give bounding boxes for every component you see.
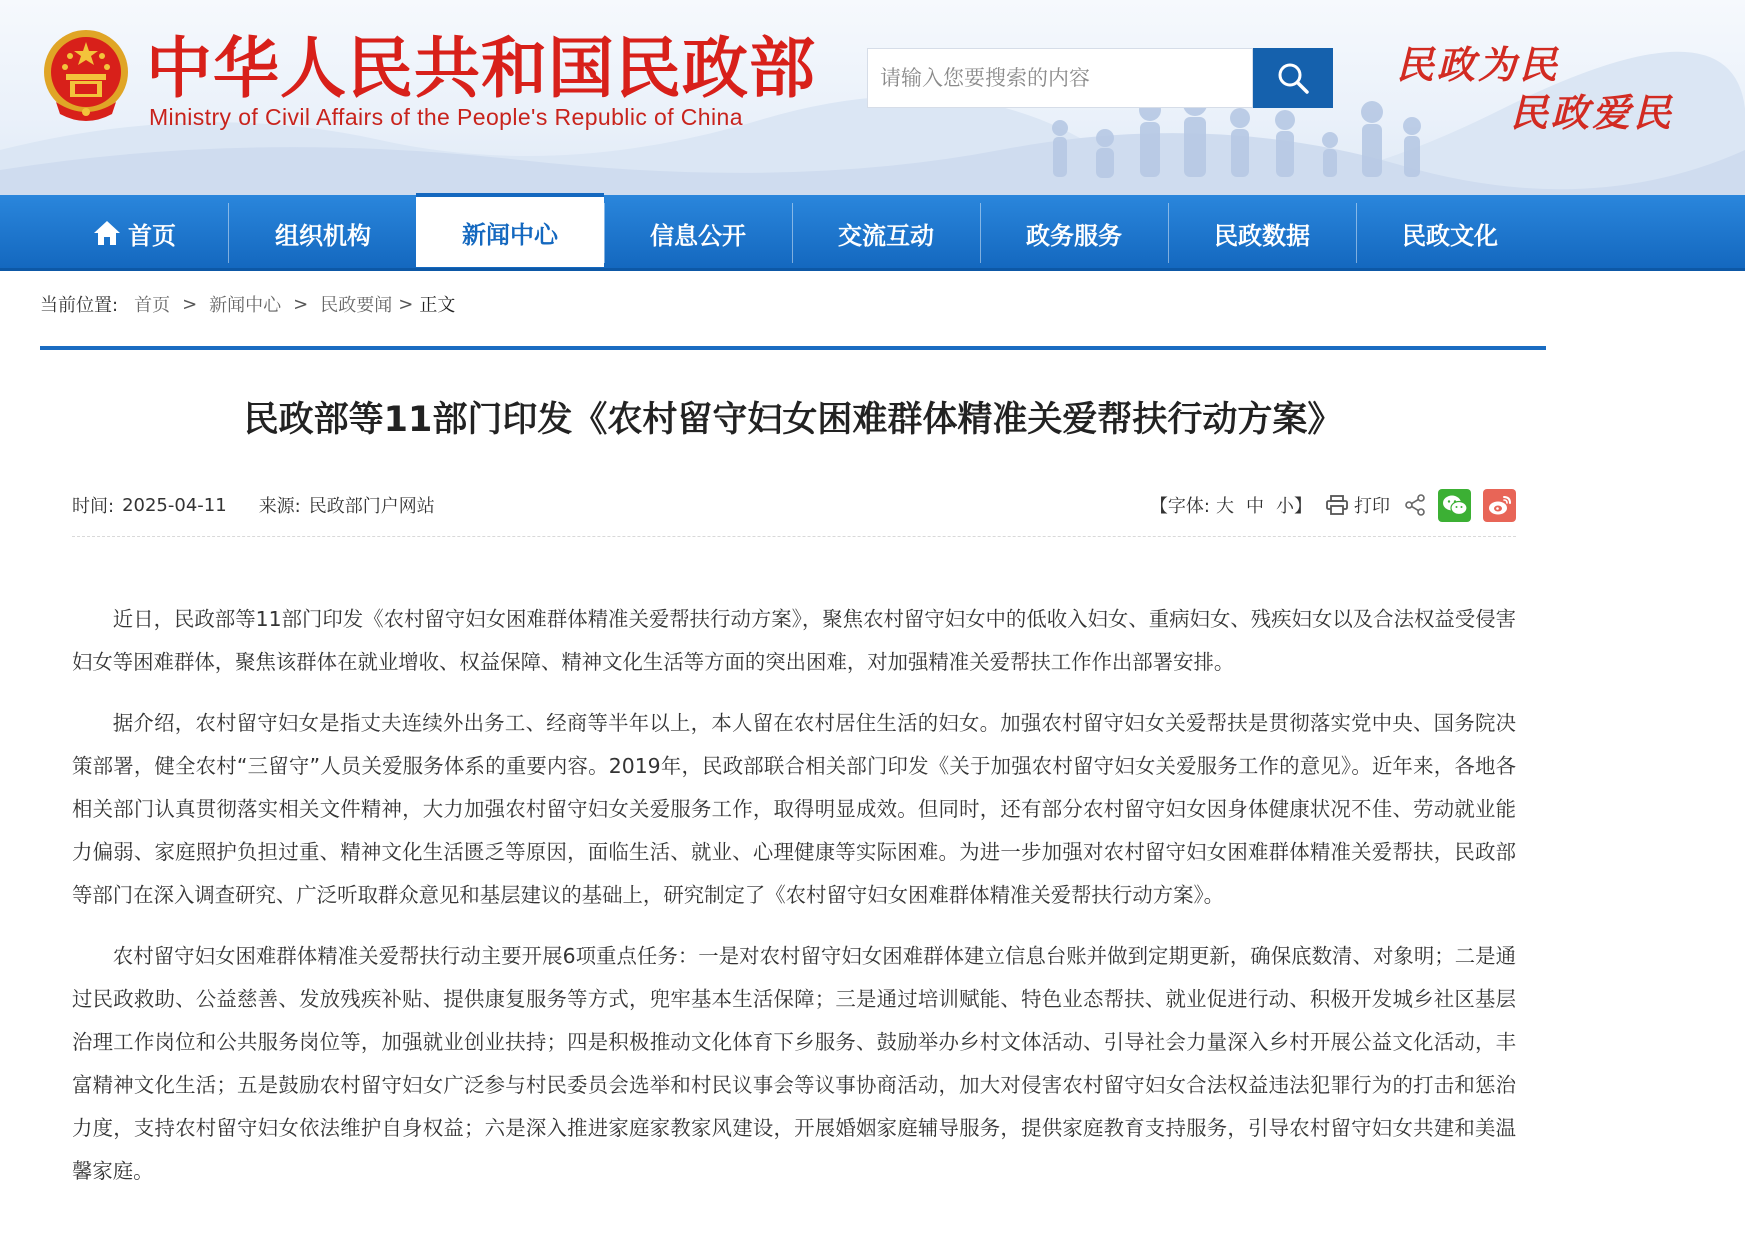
breadcrumb-separator: > — [182, 293, 198, 315]
breadcrumb-prefix: 当前位置: — [40, 295, 119, 316]
breadcrumb-separator: > — [398, 293, 414, 315]
search-icon — [1276, 61, 1310, 95]
article-paragraph: 据介绍，农村留守妇女是指丈夫连续外出务工、经商等半年以上，本人留在农村居住生活的妇女。加强农村留守妇女关爱帮扶是贯彻落实党中央、国务院决策部署，健全农村“三留守”人员关爱服务体系的重要内容。2019年，民政部联合相关部门印发《关于加强农村留守妇女关爱服务工作的意见》。近年来，各地各相关部门认真贯彻落实相关文件精神，大力加强农村留守妇女关爱服务工作，取得明显成效。但同时，还有部分农村留守妇女因身体健康状况不佳、劳动就业能力偏弱、家庭照护负担过重、精神文化生活匮乏等原因，面临生活、就业、心理健康等实际困难。为进一步加强对农村留守妇女困难群体精准关爱帮扶，民政部等部门在深入调查研究、广泛听取群众意见和基层建议的基础上，研究制定了《农村留守妇女困难群体精准关爱帮扶行动方案》。 — [72, 711, 1516, 907]
nav-item-civil-culture[interactable]: 民政文化 — [1402, 221, 1498, 250]
home-icon — [92, 219, 122, 247]
site-subtitle: Ministry of Civil Affairs of the People's Republic of China — [149, 104, 743, 130]
nav-item-home[interactable] — [40, 195, 228, 271]
search-button[interactable] — [1253, 48, 1333, 108]
wechat-icon — [1442, 494, 1468, 516]
article-tools — [1140, 486, 1516, 524]
breadcrumb-separator: > — [293, 293, 309, 315]
divider — [72, 536, 1516, 537]
nav-item-news[interactable]: 新闻中心 — [416, 193, 604, 267]
main-nav — [0, 195, 1745, 271]
print-label: 打印 — [1354, 496, 1390, 517]
wechat-share-button[interactable] — [1438, 489, 1471, 522]
article-meta — [72, 490, 972, 520]
printer-icon — [1326, 495, 1348, 515]
font-size-medium-button[interactable]: 中 — [1246, 496, 1264, 517]
nav-item-interaction[interactable]: 交流互动 — [838, 221, 934, 250]
site-header — [0, 0, 1745, 195]
source-label: 来源: — [258, 496, 301, 517]
breadcrumb — [40, 289, 940, 319]
search-input[interactable] — [867, 48, 1253, 108]
national-emblem-icon — [38, 26, 134, 128]
nav-item-gov-services[interactable]: 政务服务 — [1026, 221, 1122, 250]
font-size-label: 【字体: — [1149, 496, 1210, 517]
nav-item-civil-data[interactable]: 民政数据 — [1214, 221, 1310, 250]
nav-item-organization[interactable]: 组织机构 — [275, 221, 371, 250]
breadcrumb-current: 正文 — [419, 295, 456, 316]
slogan-line-2: 民政爱民 — [1510, 90, 1675, 135]
font-size-large-button[interactable]: 大 — [1216, 496, 1234, 517]
weibo-share-button[interactable] — [1483, 489, 1516, 522]
article-title: 民政部等11部门印发《农村留守妇女困难群体精准关爱帮扶行动方案》 — [243, 400, 1343, 440]
slogan-line-1: 民政为民 — [1396, 42, 1561, 87]
article-paragraph: 农村留守妇女困难群体精准关爱帮扶行动主要开展6项重点任务：一是对农村留守妇女困难群体建立信息台账并做到定期更新，确保底数清、对象明；二是通过民政救助、公益慈善、发放残疾补贴、提供康复服务等方式，兜牢基本生活保障；三是通过培训赋能、特色业态帮扶、就业促进行动、积极开发城乡社区基层治理工作岗位和公共服务岗位等，加强就业创业扶持；四是积极推动文化体育下乡服务、鼓励举办乡村文体活动、引导社会力量深入乡村开展公益文化活动，丰富精神文化生活；五是鼓励农村留守妇女广泛参与村民委员会选举和村民议事会等议事协商活动，加大对侵害农村留守妇女合法权益违法犯罪行为的打击和惩治力度，支持农村留守妇女依法维护自身权益；六是深入推进家庭家教家风建设，开展婚姻家庭辅导服务，提供家庭教育支持服务，引导农村留守妇女共建和美温馨家庭。 — [72, 944, 1516, 1183]
nav-item-info-disclosure[interactable]: 信息公开 — [650, 221, 746, 250]
print-button[interactable] — [1326, 492, 1390, 518]
nav-label-home: 首页 — [128, 221, 176, 250]
font-size-small-button[interactable]: 小】 — [1276, 496, 1312, 517]
source-value: 民政部门户网站 — [308, 496, 435, 517]
divider — [40, 346, 1546, 350]
breadcrumb-news-link[interactable]: 新闻中心 — [209, 295, 282, 316]
breadcrumb-home-link[interactable]: 首页 — [134, 295, 171, 316]
article-paragraph: 近日，民政部等11部门印发《农村留守妇女困难群体精准关爱帮扶行动方案》，聚焦农村留守妇女中的低收入妇女、重病妇女、残疾妇女以及合法权益受侵害妇女等困难群体，聚焦该群体在就业增收、权益保障、精神文化生活等方面的突出困难，对加强精准关爱帮扶工作作出部署安排。 — [72, 607, 1516, 674]
breadcrumb-section-link[interactable]: 民政要闻 — [320, 295, 393, 316]
article-body — [72, 598, 1516, 1211]
site-title: 中华人民共和国民政部 — [146, 30, 816, 107]
share-icon[interactable] — [1404, 494, 1426, 516]
publish-date: 2025-04-11 — [122, 494, 227, 516]
time-label: 时间: — [72, 496, 115, 517]
weibo-icon — [1487, 494, 1513, 516]
